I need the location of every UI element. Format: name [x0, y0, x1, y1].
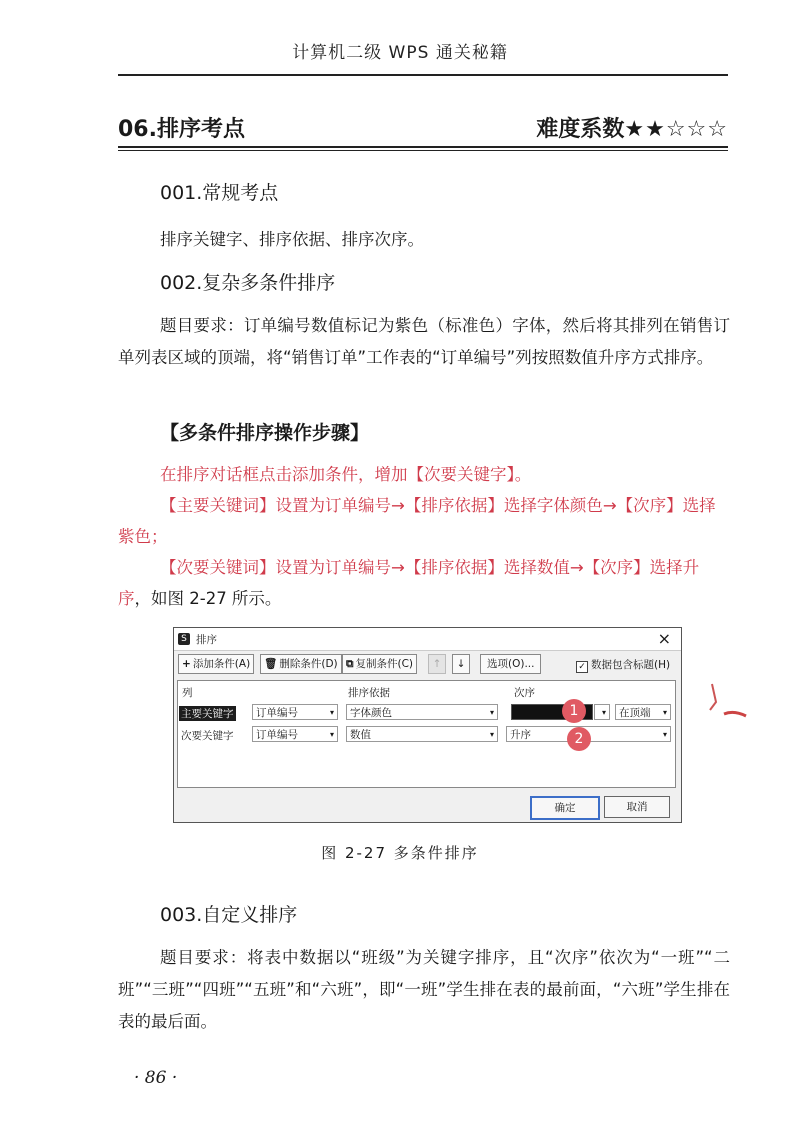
chevron-down-icon: ▾: [489, 708, 494, 717]
steps-block: [118, 459, 730, 614]
steps-heading: 【多条件排序操作步骤】: [160, 422, 370, 444]
step-2: 【主要关键词】设置为订单编号→【排序依据】选择字体颜色→【次序】选择紫色；: [118, 496, 716, 546]
sub1-text: 排序关键字、排序依据、排序次序。: [160, 230, 424, 249]
header-checkbox-label: 数据包含标题(H): [591, 659, 671, 671]
primary-key-label: 主要关键字: [181, 708, 234, 720]
copy-condition-label: 复制条件(C): [355, 658, 414, 670]
difficulty-label: 难度系数: [536, 117, 625, 142]
move-down-button[interactable]: ↓: [452, 654, 470, 674]
plus-icon: +: [182, 658, 191, 670]
delete-condition-label: 删除条件(D): [279, 658, 338, 670]
secondary-basis-select[interactable]: [346, 726, 498, 742]
move-up-button[interactable]: ↑: [428, 654, 446, 674]
step-1: 在排序对话框点击添加条件，增加【次要关键字】。: [160, 465, 532, 484]
close-icon[interactable]: ×: [657, 629, 671, 648]
checkbox-check-icon: ✓: [576, 661, 588, 673]
secondary-key-row[interactable]: [178, 725, 675, 745]
position-value: 在顶端: [619, 707, 651, 719]
sub3-heading: 003.自定义排序: [160, 904, 298, 926]
sort-dialog: [173, 627, 682, 823]
star-rating-icon: ★★☆☆☆: [624, 117, 728, 142]
chevron-down-icon: ▾: [329, 730, 334, 739]
copy-icon: ⧉: [346, 658, 354, 670]
secondary-column-select[interactable]: [252, 726, 338, 742]
running-header: 计算机二级 WPS 通关秘籍: [292, 43, 508, 63]
basis-header: 排序依据: [348, 687, 390, 699]
sub3-text: 题目要求：将表中数据以“班级”为关键字排序，且“次序”依次为“一班”“二班”“三班”“四班”“五班”和“六班”，即“一班”学生排在表的最前面，“六班”学生排在表的最后面。: [118, 948, 730, 1031]
header-rule: [118, 74, 728, 76]
section-rule-thin: [118, 150, 728, 151]
primary-key-row[interactable]: [178, 703, 675, 723]
secondary-basis-value: 数值: [350, 729, 371, 741]
sub2-text: 题目要求：订单编号数值标记为紫色（标准色）字体，然后将其排列在销售订单列表区域的顶端，将“销售订单”工作表的“订单编号”列按照数值升序方式排序。: [118, 316, 730, 367]
options-button[interactable]: 选项(O)...: [480, 654, 541, 674]
dialog-titlebar: [174, 628, 681, 651]
trash-icon: 🗑: [264, 658, 278, 670]
ink-smudge-icon: [706, 680, 750, 728]
add-condition-label: 添加条件(A): [192, 658, 251, 670]
ok-button[interactable]: 确定: [530, 796, 600, 820]
step-3-tail: ，如图 2-27 所示。: [134, 589, 282, 608]
callout-marker-1: 1: [562, 699, 586, 723]
position-select[interactable]: [615, 704, 671, 720]
section-rule: [118, 146, 728, 148]
color-dropdown-button[interactable]: [594, 704, 610, 720]
wps-app-icon: S: [178, 633, 190, 645]
callout-marker-2: 2: [567, 727, 591, 751]
copy-condition-button[interactable]: [342, 654, 417, 674]
sub2-heading: 002.复杂多条件排序: [160, 272, 336, 294]
step-3-red: 【次要关键词】设置为订单编号→【排序依据】选择数值→【次序】选择升序: [118, 558, 700, 608]
primary-basis-value: 字体颜色: [350, 707, 392, 719]
section-title: 06.排序考点: [118, 117, 245, 142]
primary-column-value: 订单编号: [256, 707, 298, 719]
column-header: 列: [182, 687, 193, 699]
add-condition-button[interactable]: [178, 654, 254, 674]
step-3: [118, 552, 730, 614]
chevron-down-icon: ▾: [662, 708, 667, 717]
chevron-down-icon: ▾: [601, 708, 606, 717]
chevron-down-icon: ▾: [329, 708, 334, 717]
chevron-down-icon: ▾: [662, 730, 667, 739]
primary-basis-select[interactable]: [346, 704, 498, 720]
figure-caption: 图 2-27 多条件排序: [321, 844, 479, 862]
chevron-down-icon: ▾: [489, 730, 494, 739]
secondary-order-value: 升序: [510, 729, 531, 741]
cancel-button[interactable]: 取消: [604, 796, 670, 818]
delete-condition-button[interactable]: [260, 654, 342, 674]
secondary-key-label: 次要关键字: [181, 730, 234, 742]
page-number: · 86 ·: [134, 1068, 178, 1088]
sub1-heading: 001.常规考点: [160, 182, 279, 204]
header-checkbox[interactable]: [576, 657, 670, 673]
difficulty-rating: [536, 112, 728, 143]
secondary-column-value: 订单编号: [256, 729, 298, 741]
dialog-title: 排序: [196, 634, 217, 646]
primary-column-select[interactable]: [252, 704, 338, 720]
order-header: 次序: [514, 687, 535, 699]
sort-conditions-grid: [177, 680, 676, 788]
